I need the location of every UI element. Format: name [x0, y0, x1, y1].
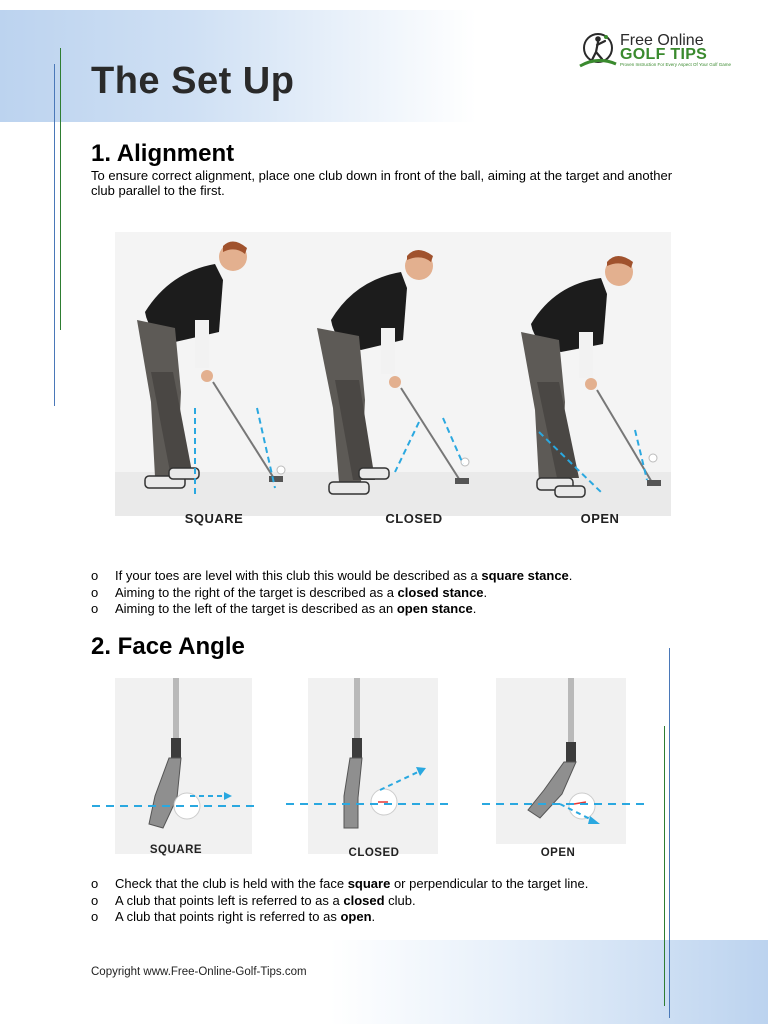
- face-angle-caption-square: SQUARE: [149, 844, 203, 856]
- golfer-open-illustration: [497, 232, 671, 516]
- face-angle-caption-open: OPEN: [540, 847, 576, 859]
- bullet-marker: o: [91, 601, 99, 616]
- golfer-closed-illustration: [303, 232, 497, 516]
- bullet-marker: o: [91, 568, 99, 583]
- alignment-intro: To ensure correct alignment, place one club down in front of the ball, aiming at the target and another club parallel to the first.: [91, 168, 673, 198]
- list-item: [91, 893, 588, 910]
- list-item: [91, 909, 588, 926]
- bullet-bold-term: open stance: [396, 601, 473, 616]
- face-angle-heading: 2. Face Angle: [91, 633, 245, 660]
- bullet-text: Aiming to the right of the target is described as a: [115, 584, 398, 600]
- golfer-square-illustration: [115, 232, 303, 516]
- list-item: [91, 601, 572, 618]
- alignment-caption-square: SQUARE: [184, 511, 244, 526]
- alignment-photo-square: [115, 232, 303, 516]
- bullet-bold-term: closed stance: [397, 584, 484, 600]
- alignment-heading: 1. Alignment: [91, 140, 235, 167]
- list-item: [91, 585, 572, 602]
- bullet-text-end: .: [371, 909, 376, 924]
- bullet-text: A club that points right is referred to as: [115, 909, 341, 924]
- bullet-text-end: club.: [384, 892, 416, 908]
- bullet-text: If your toes are level with this club this would be described as a: [115, 568, 482, 583]
- page-title: The Set Up: [91, 60, 295, 102]
- footer-band: [330, 940, 768, 1024]
- logo-text-golf-tips: GOLF TIPS: [620, 46, 708, 63]
- bullet-text: A club that points left is referred to as a: [115, 892, 344, 908]
- bullet-text-end: .: [568, 568, 573, 583]
- bullet-text: Aiming to the left of the target is described as an: [115, 601, 397, 616]
- bullet-bold-term: open: [340, 909, 372, 924]
- site-logo[interactable]: [578, 30, 738, 72]
- left-rule-green: [60, 48, 61, 330]
- face-angle-bullet-list: [91, 876, 588, 926]
- target-line-overlay: [0, 760, 768, 860]
- alignment-bullet-list: [91, 568, 572, 618]
- bullet-text-end: or perpendicular to the target line.: [390, 876, 589, 891]
- golfer-logo-icon: [578, 30, 618, 70]
- bullet-bold-term: square stance: [481, 568, 569, 583]
- left-rule-blue: [54, 64, 55, 406]
- alignment-photo-closed: [303, 232, 497, 516]
- list-item: [91, 568, 572, 585]
- bullet-bold-term: square: [347, 876, 391, 891]
- bullet-text-end: .: [483, 584, 488, 600]
- alignment-caption-closed: CLOSED: [385, 511, 443, 526]
- list-item: [91, 876, 588, 893]
- alignment-caption-open: OPEN: [580, 511, 620, 526]
- bullet-marker: o: [91, 584, 99, 600]
- copyright-text: Copyright www.Free-Online-Golf-Tips.com: [91, 966, 307, 978]
- bullet-marker: o: [91, 876, 99, 891]
- bullet-text-end: .: [472, 601, 477, 616]
- alignment-photo-open: [497, 232, 671, 516]
- logo-tagline: Proven Instruction For Every Aspect Of Your Golf Game: [620, 62, 732, 67]
- logo-text-free-online: Free Online: [620, 32, 704, 49]
- bullet-marker: o: [91, 892, 99, 908]
- face-angle-caption-closed: CLOSED: [348, 847, 400, 859]
- bullet-text: Check that the club is held with the face: [115, 876, 348, 891]
- bullet-marker: o: [91, 909, 99, 924]
- bullet-bold-term: closed: [343, 892, 385, 908]
